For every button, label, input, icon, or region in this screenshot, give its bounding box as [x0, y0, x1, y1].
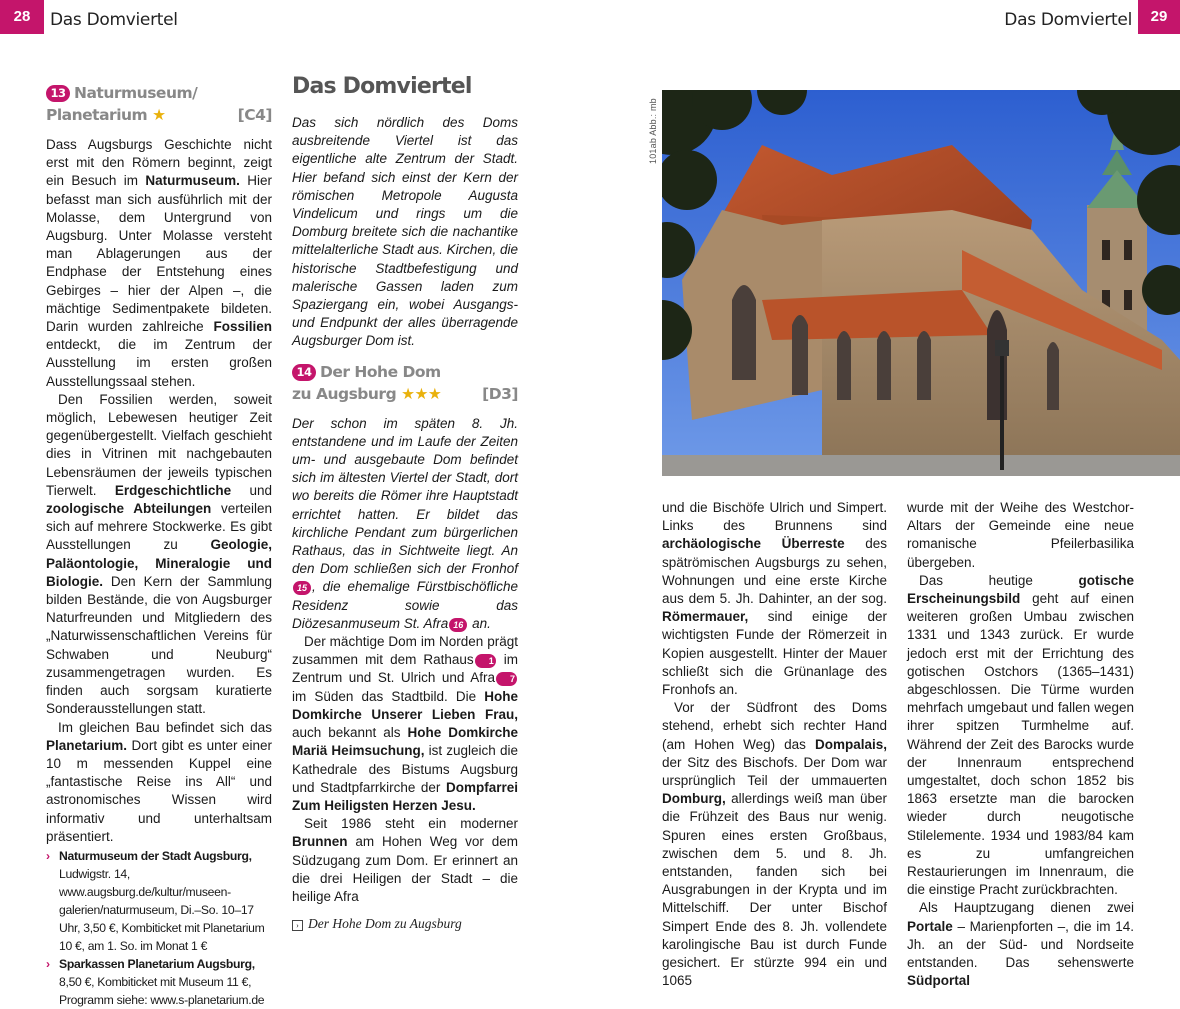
map-grid-reference: [C4]: [237, 106, 272, 124]
info-block: [46, 847, 272, 1009]
left-running-head: Das Domviertel: [50, 10, 178, 30]
column-3: [662, 499, 887, 990]
arrow-icon: ›: [46, 956, 50, 971]
poi-ref-badge[interactable]: 1: [475, 654, 496, 668]
poi-number-badge: 14: [292, 364, 316, 381]
paragraph: wurde mit der Weihe des Westchor-Altars der Gemeinde eine neue romanische Pfeilerbasilika übergeben.: [907, 500, 1134, 570]
poi-title-line1: Naturmuseum/: [74, 84, 198, 102]
chapter-intro: Das sich nördlich des Doms ausbreitende Viertel ist das eigentliche alte Zentrum der Stadt. Hier befand sich einst der Kern der römischen Metropole Augusta Vindelicum und rings um die Domburg breitete sich die nachantike mittelalterliche Stadt aus. Kirchen, die historische Stadtbefestigung und malerische Gassen laden zum Spaziergang ein, wobei Ausgangs- und Endpunkt der alles überragende Augsburger Dom ist.: [292, 115, 518, 349]
poi-heading-dom: [292, 361, 518, 405]
body-text: [907, 499, 1134, 990]
paragraph: und die Bischöfe Ulrich und Simpert. Links des Brunnens sind archäologische Überreste des spätrömischen Augsburgs zu sehen, Wohnungen und eine erste Kirche aus dem 5. Jh. Dahinter, an der sog. Römermauer, sind einige der wichtigsten Funde der Römerzeit in Kopien ausgestellt. Hinter der Mauer schließt sich die Grünanlage des Fronhofs an.: [662, 500, 887, 698]
chapter-title: Das Domviertel: [292, 74, 472, 99]
photo-credit: 101ab Abb.: mb: [648, 98, 658, 164]
arrow-icon: ›: [46, 848, 50, 863]
left-page-number: 28: [0, 0, 44, 34]
poi-heading-naturmuseum: [46, 82, 272, 126]
cathedral-photo: [662, 90, 1180, 476]
paragraph: Seit 1986 steht ein moderner Brunnen am Hohen Weg vor dem Südzugang zum Dom. Er erinnert an die drei Heiligen der Stadt – die heilige Afra: [292, 816, 518, 904]
paragraph: Als Hauptzugang dienen zwei Portale – Marienpforten –, die im 14. Jh. an der Süd- und Nordseite entstanden. Das sehenswerte Südportal: [907, 900, 1134, 989]
star-icon: ★★★: [401, 384, 442, 403]
info-item-naturmuseum: › Naturmuseum der Stadt Augsburg, Ludwigstr. 14, www.augsburg.de/kultur/museen-galerien/naturmuseum, Di.–So. 10–17 Uhr, 3,50 €, Kombiticket mit Planetarium 10 €, am 1. So. im Monat 1 €: [46, 848, 265, 953]
info-item-planetarium: › Sparkassen Planetarium Augsburg, 8,50 €, Kombiticket mit Museum 11 €, Programm siehe: www.s-planetarium.de: [46, 956, 265, 1007]
star-icon: ★: [152, 106, 166, 124]
paragraph: Das heutige gotische Erscheinungsbild geht auf einen weiteren großen Umbau zwischen 1331 und 1343 zurück. Er wurde jedoch erst mit der Errichtung des gotischen Ostchors (1365–1431) abgeschlossen. Die Türme wurden mehrfach umgebaut und fallen wegen ihrer spitzen Turmhelme auf. Während der Zeit des Barocks wurde der Innenraum entsprechend umgestaltet, doch schon 1852 bis 1863 ersetzte man die barocken wieder durch neugotische Stilelemente. 1934 und 1983/84 kam es zu umfangreichen Restaurierungen im Innenraum, die die einstige Pracht zurückbrachten.: [907, 572, 1134, 898]
right-page-number: 29: [1138, 0, 1180, 34]
caption-arrow-icon: ›: [292, 920, 303, 931]
body-text: [292, 415, 518, 906]
paragraph: Im gleichen Bau befindet sich das Planetarium. Dort gibt es unter einer 10 m messenden Kuppel eine „fantastische Reise ins All“ und astronomisches Wissen wird informativ und unterhaltsam präsentiert.: [46, 719, 272, 844]
paragraph: Der mächtige Dom im Norden prägt zusammen mit dem Rathaus 1 im Zentrum und St. Ulrich und Afra 7 im Süden das Stadtbild. Die Hohe Domkirche Unserer Lieben Frau, auch bekannt als Hohe Domkirche Mariä Heimsuchung, ist zugleich die Kathedrale des Bistums Augsburg und Stadtpfarrkirche der Dompfarrei Zum Heiligsten Herzen Jesu.: [292, 634, 518, 813]
poi-ref-badge[interactable]: 15: [293, 581, 311, 595]
paragraph: Vor der Südfront des Doms stehend, erhebt sich rechter Hand (am Hohen Weg) das Dompalais, der Sitz des Bischofs. Der Dom war ursprünglich Teil der ummauerten Domburg, allerdings weiß man über die Frühzeit des Baus nur wenig. Spuren eines ersten Großbaus, zwischen dem 5. und 8. Jh. entstanden, fanden sich bei Ausgrabungen in der Krypta und im Mittelschiff. Der unter Bischof Simpert Ende des 8. Jh. vollendete karolingische Bau ist durch Funde gesichert. Er stürzte 994 ein und 1065: [662, 700, 887, 989]
paragraph: Den Fossilien werden, soweit möglich, Lebewesen heutiger Zeit gegenübergestellt. Vielfach geschieht dies in Vitrinen mit nachgebauten Lebensräumen der jeweils typischen Tierwelt. Erdgeschichtliche und zoologische Abteilungen verteilen sich auf mehrere Stockwerke. Es gibt Ausstellungen zu Geologie, Paläontologie, Mineralogie und Biologie. Den Kern der Sammlung bilden Bestände, die von Augsburger Naturfreunden und Mitgliedern des „Naturwissenschaftlichen Vereins für Schwaben und Neuburg“ zusammengetragen wurden. Es finden auch sorgsam kuratierte Sonderausstellungen statt.: [46, 391, 272, 717]
paragraph: Dass Augsburgs Geschichte nicht erst mit den Römern beginnt, zeigt ein Besuch im Naturmuseum. Hier befasst man sich ausführlich mit der Molasse, dem Untergrund von Augsburg. Unter Molasse versteht man Ablagerungen aus der Endphase der Entstehung eines Gebirges – hier der Alpen –, die mächtige Sedimentpakete bildeten. Darin wurden zahlreiche Fossilien entdeckt, die im Zentrum der Ausstellung im ersten großen Ausstellungssaal stehen.: [46, 137, 272, 389]
column-4: [907, 499, 1134, 990]
body-text: [662, 499, 887, 990]
paragraph: Der schon im späten 8. Jh. entstandene und im Laufe der Zeiten um- und ausgebaute Dom befindet sich im ältesten Viertel der Stadt, dort wo bereits die Römer ihre Hauptstadt errichtet hatten. Er bildet das kirchliche Pendant zum bürgerlichen Rathaus, das in Sichtweite liegt. An den Dom schließen sich der Fronhof15 , die ehemalige Fürstbischöfliche Residenz sowie das Diözesanmuseum St. Afra 16 an.: [292, 415, 518, 631]
right-running-head: Das Domviertel: [1004, 10, 1132, 30]
photo-caption: › Der Hohe Dom zu Augsburg: [292, 916, 462, 932]
poi-title-line2: zu Augsburg: [292, 384, 397, 403]
poi-ref-badge[interactable]: 16: [449, 618, 467, 632]
column-2: [292, 74, 518, 906]
poi-title-line2: Planetarium: [46, 106, 148, 124]
column-1: [46, 82, 272, 1009]
poi-title-line1: Der Hohe Dom: [320, 362, 441, 381]
poi-number-badge: 13: [46, 85, 70, 102]
map-grid-reference: [D3]: [482, 384, 518, 403]
poi-ref-badge[interactable]: 7: [496, 672, 517, 686]
body-text: [46, 136, 272, 846]
